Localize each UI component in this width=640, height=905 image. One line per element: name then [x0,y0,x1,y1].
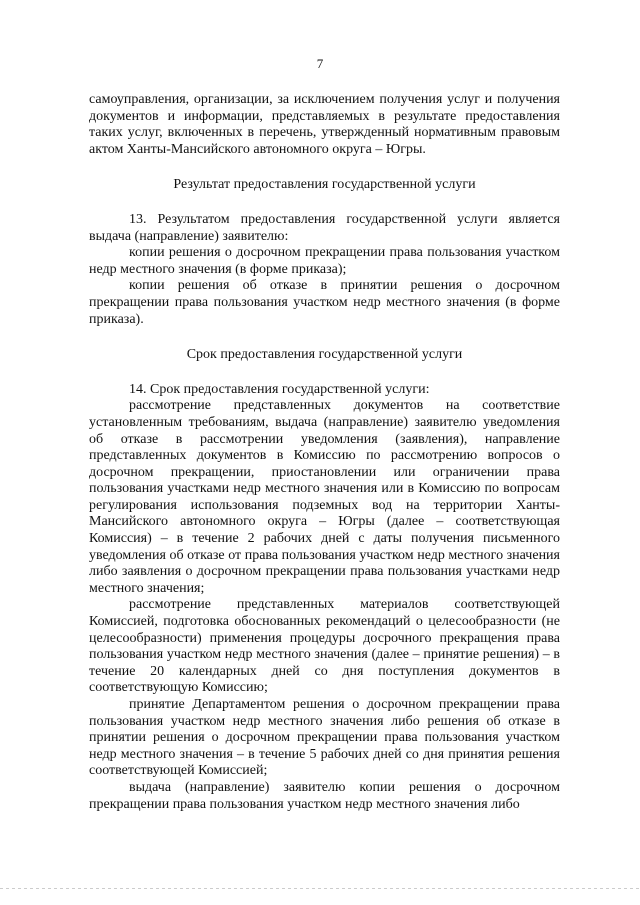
spacer [89,194,560,212]
spacer [89,364,560,382]
section-heading-term: Срок предоставления государственной услуги [186,347,463,363]
document-body [89,92,560,813]
paragraph-14: 14. Срок предоставления государственной услуги: [129,381,430,397]
paragraph-intro: самоуправления, организации, за исключением получения услуг и получения документов и информации, представляемых в результате предоставления таких услуг, включенных в перечень, утвержденный нормативным правовым актом Ханты-Мансийского автономного округа – Югры. [89,92,560,157]
spacer [89,328,560,347]
page-number: 7 [316,56,324,71]
paragraph-14-item-2: рассмотрение представленных материалов соответствующей Комиссией, подготовка обоснованных рекомендаций о целесообразности (не целесообразности) применения процедуры досрочного прекращения права пользования участком недр местного значения (далее – принятие решения) – в течение 20 календарных дней со дня поступления документов в соответствующую Комиссию; [89,597,560,696]
scan-artifact-line [0,888,640,889]
paragraph-14-item-3: принятие Департаментом решения о досрочном прекращении права пользования участком недр местного значения либо решения об отказе в принятии решения о досрочном прекращении права пользования участком недр местного значения – в течение 5 рабочих дней со дня принятия решения соответствующей Комиссией; [89,697,560,779]
paragraph-13-item-1: копии решения о досрочном прекращении права пользования участком недр местного значения (в форме приказа); [89,245,560,277]
paragraph-13: 13. Результатом предоставления государственной услуги является выдача (направление) заявителю: [89,211,560,244]
paragraph-14-item-1: рассмотрение представленных документов на соответствие установленным требованиям, выдача (направление) заявителю уведомления об отказе в рассмотрении уведомления (заявления), направление представленных документов в Комиссию по рассмотрению вопросов о досрочном прекращении, приостановлении или ограничении права пользования участками недр местного значения или в Комиссию по вопросам регулирования использования подземных вод на территории Ханты-Мансийского автономного округа – Югры (далее – соответствующая Комиссия) – в течение 2 рабочих дней с даты получения письменного уведомления об отказе от права пользования участком недр местного значения либо заявления о досрочном прекращении права пользования участками недр местного значения; [89,398,560,596]
spacer [89,158,560,177]
section-heading-result: Результат предоставления государственной услуги [173,177,476,193]
paragraph-13-item-2: копии решения об отказе в принятии решения о досрочном прекращении права пользования участком недр местного значения (в форме приказа). [89,278,560,327]
paragraph-14-item-4: выдача (направление) заявителю копии решения о досрочном прекращении права пользования участком недр местного значения либо [89,779,560,812]
